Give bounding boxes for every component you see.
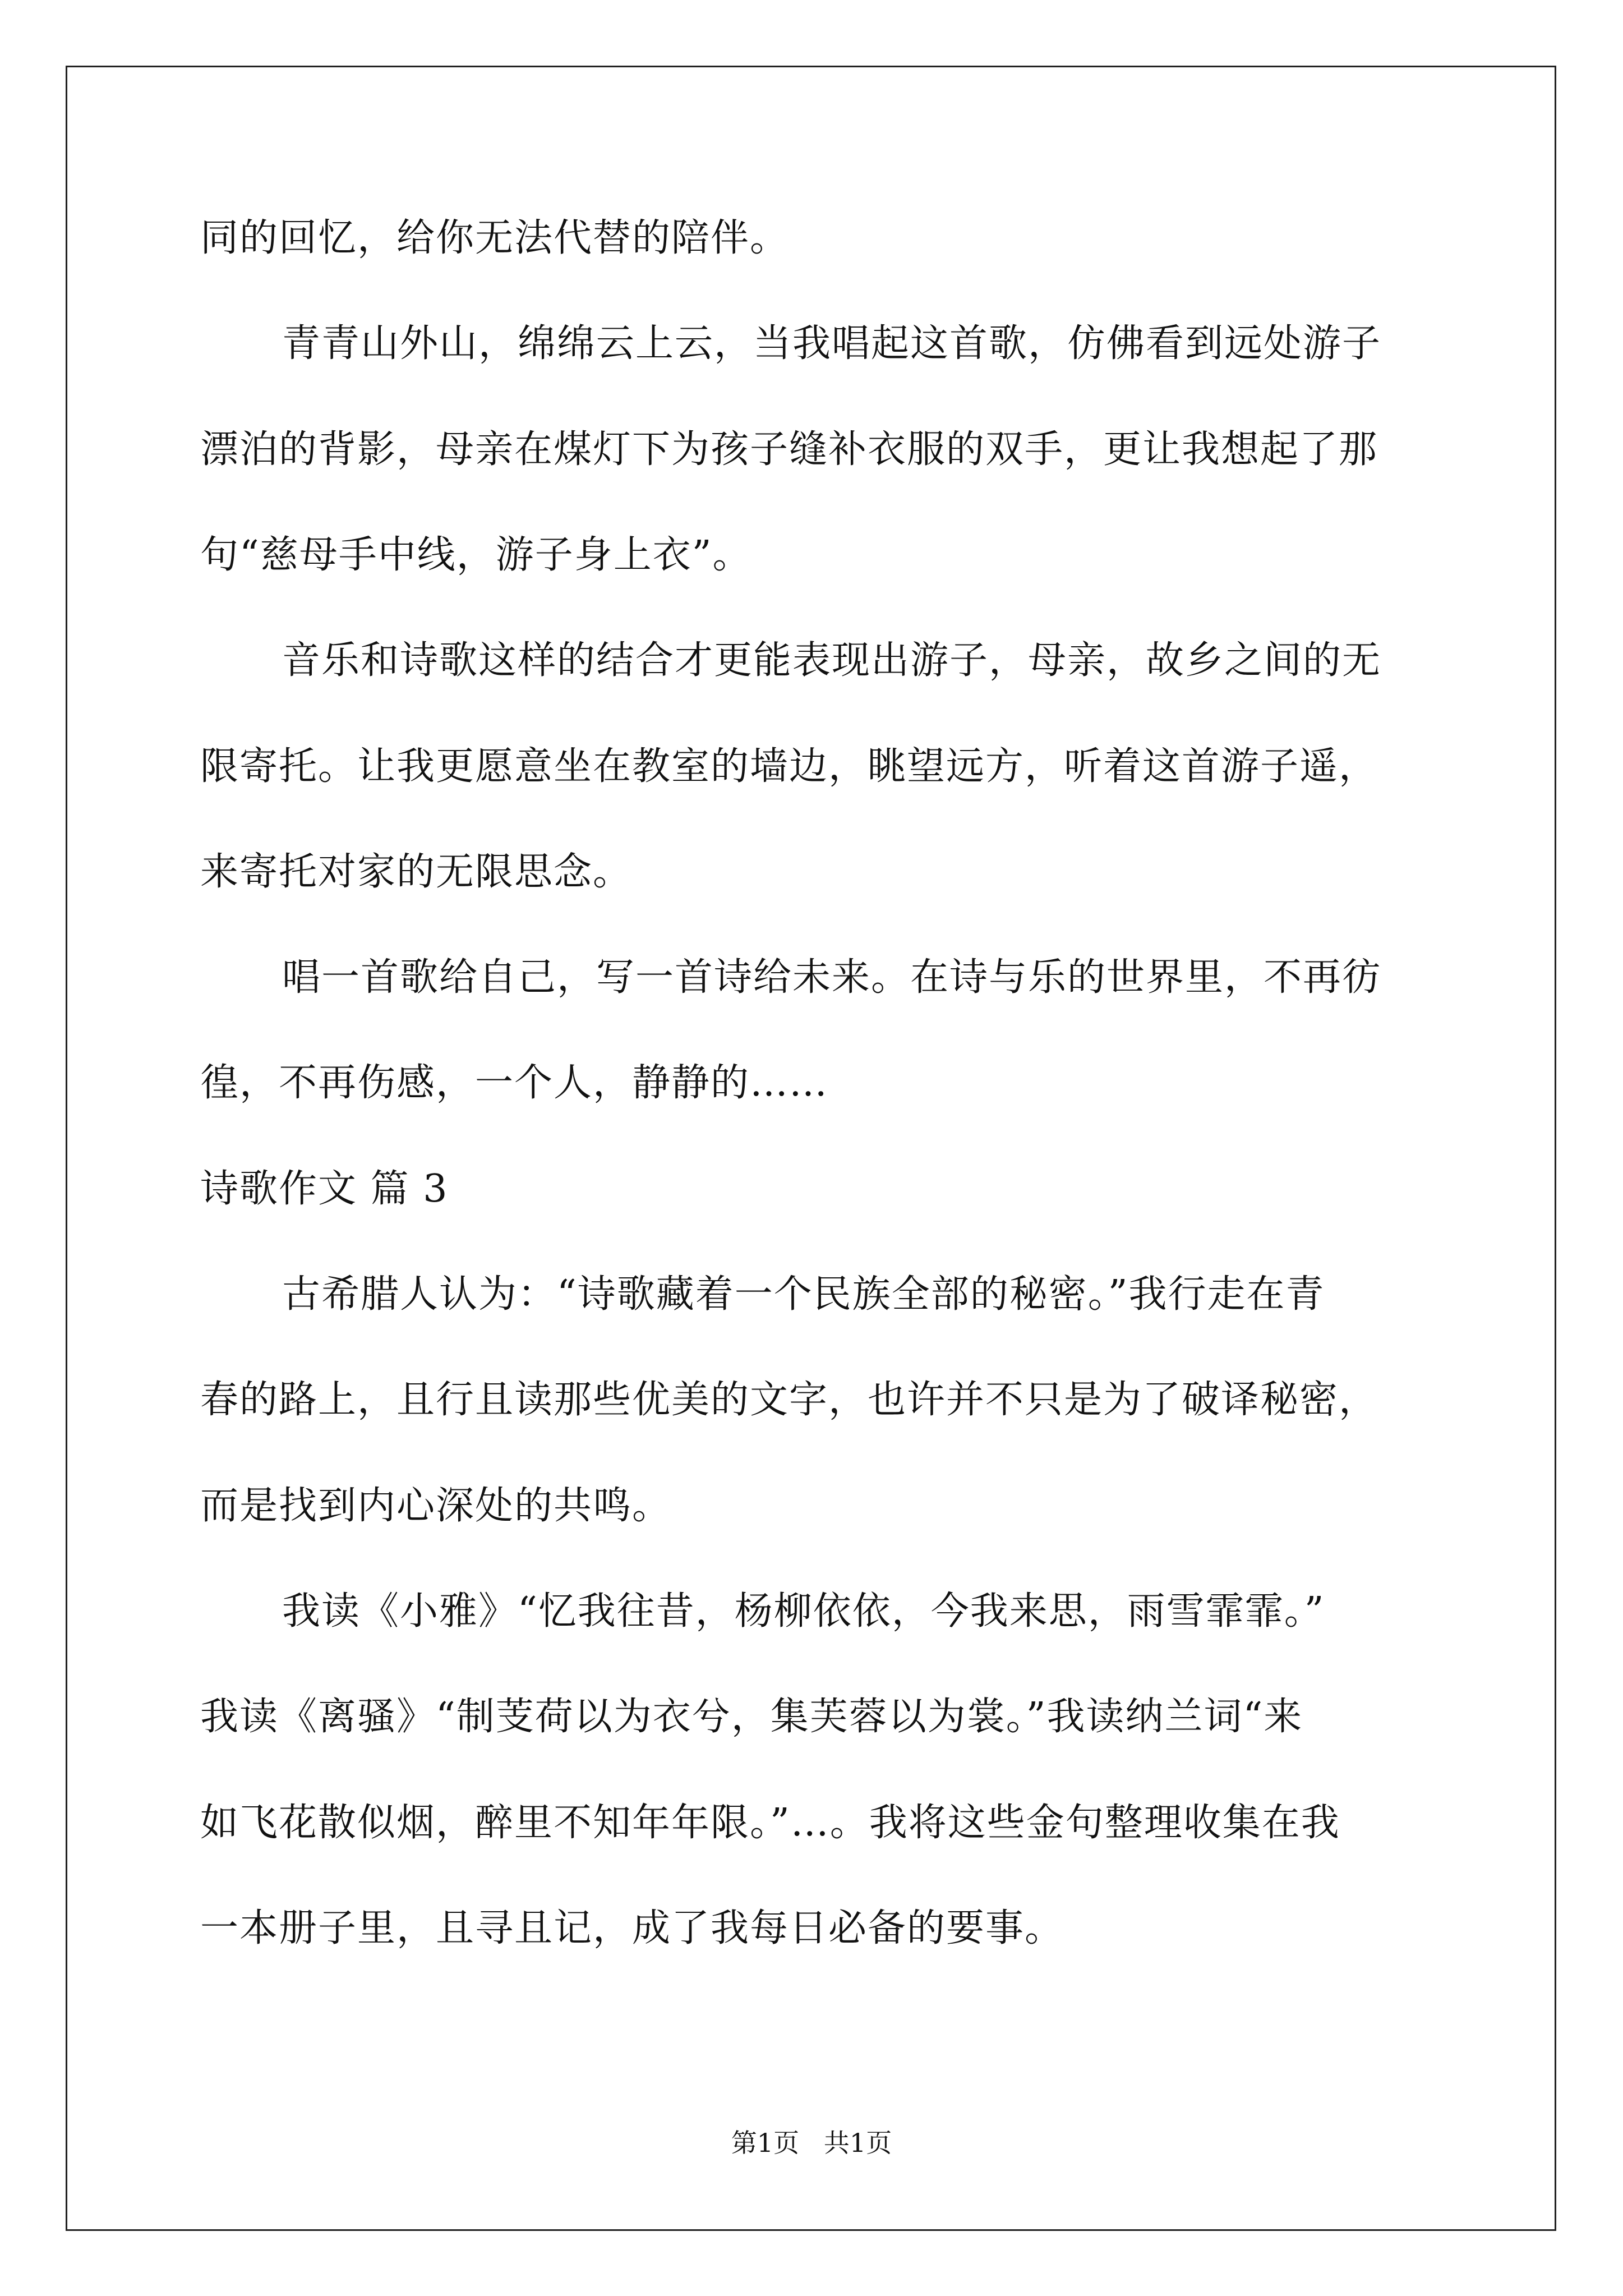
paragraph-first-line: 青青山外山，绵绵云上云，当我唱起这首歌，仿佛看到远处游子 [282,321,1382,366]
paragraph-first-line: 唱一首歌给自己，写一首诗给未来。在诗与乐的世界里，不再彷 [282,955,1382,1000]
page-footer: 第1页 共1页 [731,2128,892,2158]
text-line: 句“慈母手中线，游子身上衣”。 [200,533,752,577]
text-line: 漂泊的背影，母亲在煤灯下为孩子缝补衣服的双手，更让我想起了那 [200,427,1378,472]
paragraph-first-line: 音乐和诗歌这样的结合才更能表现出游子，母亲，故乡之间的无 [282,638,1382,683]
text-line: 春的路上，且行且读那些优美的文字，也许并不只是为了破译秘密， [200,1378,1378,1422]
paragraph-first-line: 古希腊人认为：“诗歌藏着一个民族全部的秘密。”我行走在青 [282,1272,1325,1317]
text-line: 而是找到内心深处的共鸣。 [200,1484,672,1528]
text-line: 限寄托。让我更愿意坐在教室的墙边，眺望远方，听着这首游子遥， [200,744,1378,789]
section-heading: 诗歌作文 篇 3 [200,1167,449,1211]
text-line: 一本册子里，且寻且记，成了我每日必备的要事。 [200,1906,1064,1950]
text-line: 徨，不再伤感，一个人，静静的…… [200,1061,829,1105]
text-line: 来寄托对家的无限思念。 [200,850,633,894]
text-line: 同的回忆，给你无法代替的陪伴。 [200,216,790,260]
paragraph-first-line: 我读《小雅》“忆我往昔，杨柳依依，今我来思，雨雪霏霏。” [282,1589,1325,1634]
text-line: 我读《离骚》“制芰荷以为衣兮，集芙蓉以为裳。”我读纳兰词“来 [200,1695,1303,1739]
text-line: 如飞花散似烟，醉里不知年年限。”…。我将这些金句整理收集在我 [200,1801,1340,1845]
